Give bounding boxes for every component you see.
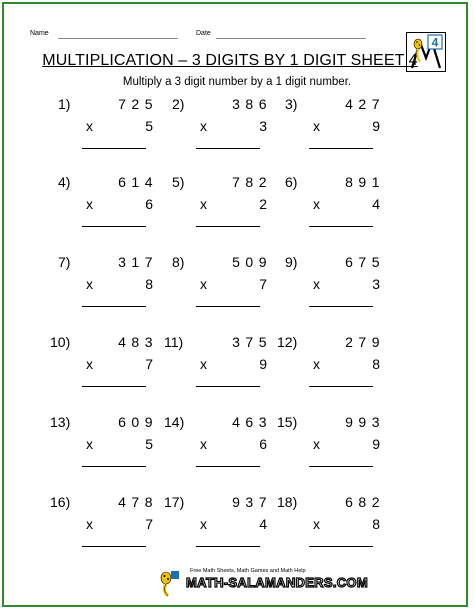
multiplier: 5: [145, 118, 153, 134]
times-sign: x: [313, 516, 320, 532]
problem-1: [58, 96, 168, 166]
multiplier: 3: [372, 276, 380, 292]
problem-number: 6): [285, 174, 298, 190]
answer-line[interactable]: [196, 386, 260, 387]
problem-number: 7): [58, 254, 71, 270]
problem-13: [50, 414, 160, 484]
problem-number: 13): [50, 414, 71, 430]
multiplicand: 279: [345, 334, 385, 350]
answer-line[interactable]: [196, 148, 260, 149]
multiplicand: 509: [232, 254, 272, 270]
worksheet-title: MULTIPLICATION – 3 DIGITS BY 1 DIGIT SHEET 4: [42, 52, 418, 69]
problem-17: [164, 494, 274, 564]
problem-3: [285, 96, 395, 166]
multiplier: 4: [259, 516, 267, 532]
date-field[interactable]: [216, 38, 366, 39]
times-sign: x: [313, 196, 320, 212]
logo-grade-number: 4: [431, 35, 439, 50]
problem-number: 2): [172, 96, 185, 112]
answer-line[interactable]: [196, 546, 260, 547]
multiplicand: 386: [232, 96, 272, 112]
problem-number: 12): [277, 334, 298, 350]
answer-line[interactable]: [196, 466, 260, 467]
problem-number: 3): [285, 96, 298, 112]
answer-line[interactable]: [82, 466, 146, 467]
multiplicand: 375: [232, 334, 272, 350]
multiplier: 9: [372, 436, 380, 452]
times-sign: x: [86, 196, 93, 212]
multiplicand: 993: [345, 414, 385, 430]
multiplier: 8: [372, 356, 380, 372]
footer-brand-link[interactable]: MATH-SALAMANDERS.COM: [186, 575, 368, 590]
answer-line[interactable]: [196, 226, 260, 227]
multiplier: 8: [372, 516, 380, 532]
problem-2: [172, 96, 282, 166]
multiplier: 6: [145, 196, 153, 212]
times-sign: x: [200, 436, 207, 452]
problem-6: [285, 174, 395, 244]
times-sign: x: [200, 276, 207, 292]
problem-number: 15): [277, 414, 298, 430]
multiplicand: 725: [118, 96, 158, 112]
multiplier: 9: [259, 356, 267, 372]
multiplier: 5: [145, 436, 153, 452]
footer-tagline: Free Math Sheets, Math Games and Math Help: [190, 568, 306, 574]
problem-number: 8): [172, 254, 185, 270]
times-sign: x: [86, 118, 93, 134]
times-sign: x: [200, 196, 207, 212]
problem-12: [277, 334, 387, 404]
multiplicand: 614: [118, 174, 158, 190]
multiplier: 6: [259, 436, 267, 452]
problem-18: [277, 494, 387, 564]
multiplicand: 317: [118, 254, 158, 270]
multiplier: 7: [259, 276, 267, 292]
date-label: Date: [196, 30, 211, 37]
times-sign: x: [86, 276, 93, 292]
answer-line[interactable]: [309, 306, 373, 307]
answer-line[interactable]: [82, 148, 146, 149]
multiplicand: 463: [232, 414, 272, 430]
problem-5: [172, 174, 282, 244]
answer-line[interactable]: [82, 226, 146, 227]
times-sign: x: [86, 516, 93, 532]
multiplicand: 682: [345, 494, 385, 510]
multiplier: 9: [372, 118, 380, 134]
times-sign: x: [86, 356, 93, 372]
times-sign: x: [313, 118, 320, 134]
worksheet-instructions: Multiply a 3 digit number by a 1 digit number.: [122, 76, 352, 88]
answer-line[interactable]: [309, 226, 373, 227]
answer-line[interactable]: [82, 386, 146, 387]
times-sign: x: [200, 516, 207, 532]
times-sign: x: [200, 118, 207, 134]
problem-14: [164, 414, 274, 484]
multiplier: 7: [145, 356, 153, 372]
answer-line[interactable]: [82, 306, 146, 307]
multiplicand: 609: [118, 414, 158, 430]
problem-number: 5): [172, 174, 185, 190]
problem-number: 9): [285, 254, 298, 270]
footer-salamander-icon: [156, 570, 180, 598]
problem-4: [58, 174, 168, 244]
answer-line[interactable]: [309, 546, 373, 547]
multiplicand: 675: [345, 254, 385, 270]
name-field[interactable]: [58, 38, 178, 39]
multiplier: 2: [259, 196, 267, 212]
times-sign: x: [200, 356, 207, 372]
problem-9: [285, 254, 395, 324]
problem-number: 4): [58, 174, 71, 190]
multiplicand: 891: [345, 174, 385, 190]
problem-number: 16): [50, 494, 71, 510]
multiplier: 8: [145, 276, 153, 292]
problem-16: [50, 494, 160, 564]
times-sign: x: [313, 436, 320, 452]
problem-number: 11): [164, 334, 184, 350]
multiplicand: 782: [232, 174, 272, 190]
problem-10: [50, 334, 160, 404]
multiplicand: 937: [232, 494, 272, 510]
problem-number: 10): [50, 334, 71, 350]
problem-15: [277, 414, 387, 484]
multiplicand: 483: [118, 334, 158, 350]
times-sign: x: [313, 276, 320, 292]
name-label: Name: [30, 30, 49, 37]
multiplicand: 427: [345, 96, 385, 112]
problem-number: 17): [164, 494, 185, 510]
problem-8: [172, 254, 282, 324]
times-sign: x: [86, 436, 93, 452]
answer-line[interactable]: [309, 386, 373, 387]
multiplicand: 478: [118, 494, 158, 510]
problem-11: [164, 334, 274, 404]
answer-line[interactable]: [309, 466, 373, 467]
answer-line[interactable]: [196, 306, 260, 307]
multiplier: 4: [372, 196, 380, 212]
answer-line[interactable]: [309, 148, 373, 149]
problem-number: 14): [164, 414, 185, 430]
multiplier: 7: [145, 516, 153, 532]
problem-number: 18): [277, 494, 298, 510]
problem-7: [58, 254, 168, 324]
times-sign: x: [313, 356, 320, 372]
problem-number: 1): [58, 96, 71, 112]
answer-line[interactable]: [82, 546, 146, 547]
multiplier: 3: [259, 118, 267, 134]
